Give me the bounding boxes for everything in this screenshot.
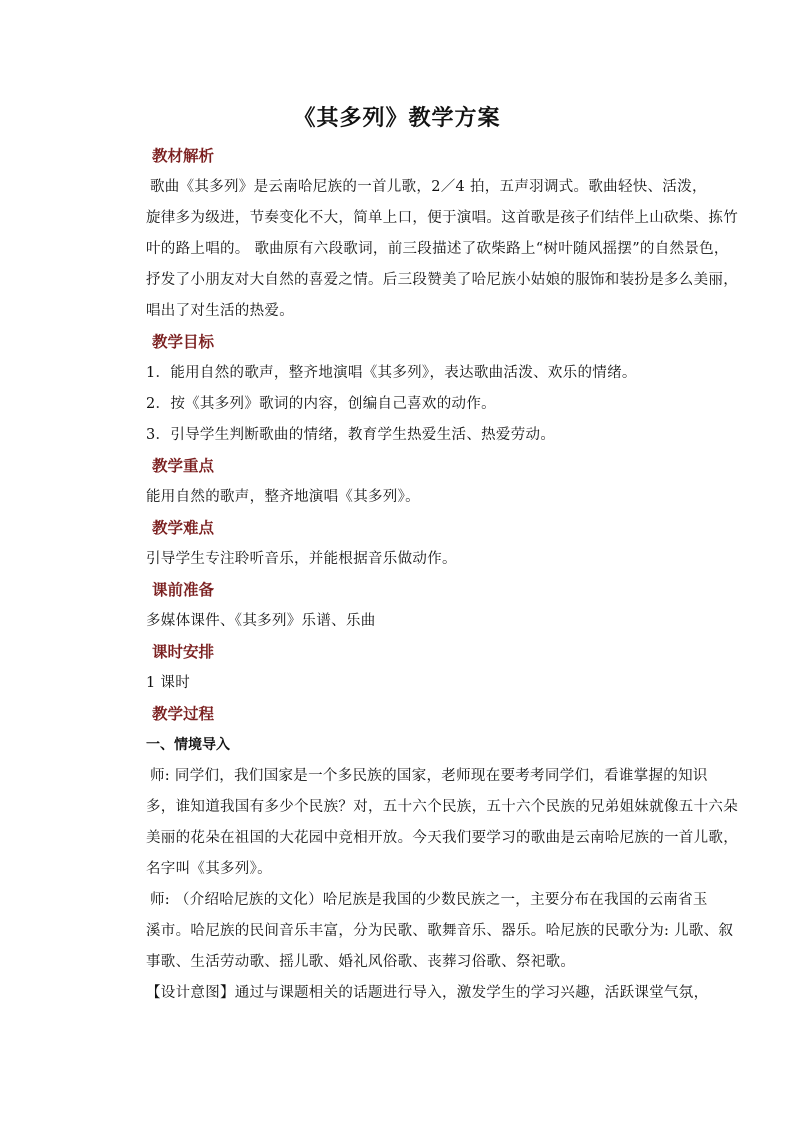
heading-difficulties: 教学难点 bbox=[152, 519, 215, 537]
process-line: 师: 同学们，我们国家是一个多民族的国家，老师现在要考考同学们，看谁掌握的知识 bbox=[150, 768, 708, 784]
difficulties-text: 引导学生专注聆听音乐，并能根据音乐做动作。 bbox=[146, 551, 457, 567]
heading-key-points: 教学重点 bbox=[152, 457, 215, 475]
process-line: 名字叫《其多列》。 bbox=[146, 861, 272, 877]
process-line: 事歌、生活劳动歌、摇儿歌、婚礼风俗歌、丧葬习俗歌、祭祀歌。 bbox=[146, 954, 576, 970]
process-line: 多，谁知道我国有多少个民族？对，五十六个民族，五十六个民族的兄弟姐妹就像五十六朵 bbox=[146, 799, 738, 815]
process-line: 美丽的花朵在祖国的大花园中竞相开放。今天我们要学习的歌曲是云南哈尼族的一首儿歌， bbox=[146, 830, 738, 846]
analysis-line: 抒发了小朋友对大自然的喜爱之情。后三段赞美了哈尼族小姑娘的服饰和装扮是多么美丽， bbox=[146, 272, 738, 288]
schedule-text: 1 课时 bbox=[146, 675, 191, 691]
heading-preparation: 课前准备 bbox=[152, 581, 215, 599]
key-points-text: 能用自然的歌声，整齐地演唱《其多列》。 bbox=[146, 489, 420, 505]
heading-schedule: 课时安排 bbox=[152, 643, 215, 661]
analysis-line: 叶的路上唱的。 歌曲原有六段歌词，前三段描述了砍柴路上“树叶随风摇摆”的自然景色， bbox=[146, 241, 729, 257]
goal-item: 2．按《其多列》歌词的内容，创编自己喜欢的动作。 bbox=[146, 396, 496, 412]
analysis-line: 歌曲《其多列》是云南哈尼族的一首儿歌，2／4 拍，五声羽调式。歌曲轻快、活泼， bbox=[150, 179, 707, 195]
goal-item: 1．能用自然的歌声，整齐地演唱《其多列》，表达歌曲活泼、欢乐的情绪。 bbox=[146, 365, 637, 381]
heading-goals: 教学目标 bbox=[152, 333, 215, 351]
heading-process: 教学过程 bbox=[152, 705, 215, 723]
analysis-line: 旋律多为级进，节奏变化不大，简单上口，便于演唱。这首歌是孩子们结伴上山砍柴、拣竹 bbox=[146, 210, 738, 226]
preparation-text: 多媒体课件、《其多列》乐谱、乐曲 bbox=[146, 613, 376, 629]
page-title: 《其多列》教学方案 bbox=[293, 106, 501, 131]
analysis-line: 唱出了对生活的热爱。 bbox=[146, 303, 294, 319]
process-line: 溪市。哈尼族的民间音乐丰富，分为民歌、歌舞音乐、器乐。哈尼族的民歌分为: 儿歌、叙 bbox=[146, 923, 734, 939]
goal-item: 3．引导学生判断歌曲的情绪，教育学生热爱生活、热爱劳动。 bbox=[146, 427, 556, 443]
process-line: 师: （介绍哈尼族的文化）哈尼族是我国的少数民族之一，主要分布在我国的云南省玉 bbox=[150, 892, 708, 908]
heading-analysis: 教材解析 bbox=[152, 147, 215, 165]
design-intent-line: 【设计意图】通过与课题相关的话题进行导入，激发学生的学习兴趣，活跃课堂气氛， bbox=[146, 985, 709, 1001]
subheading-intro: 一、情境导入 bbox=[146, 737, 230, 753]
